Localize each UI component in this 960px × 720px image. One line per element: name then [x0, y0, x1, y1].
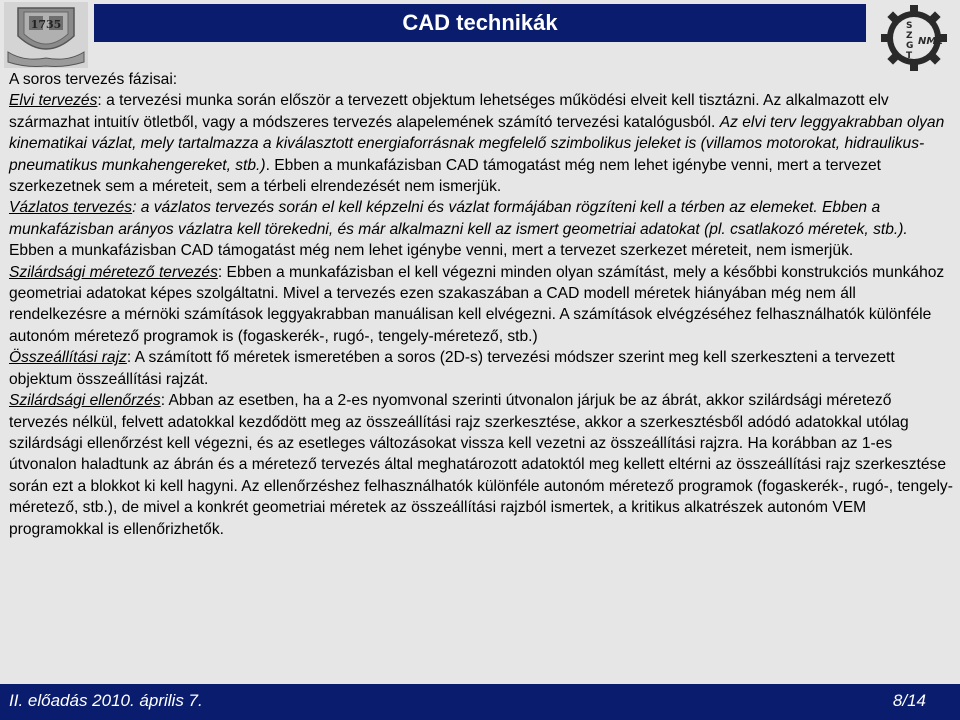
intro-line: A soros tervezés fázisai: — [9, 71, 178, 88]
gear-logo — [876, 2, 956, 72]
gear-logo-letter-s: S — [906, 21, 913, 31]
title-bar — [94, 4, 866, 42]
gear-logo-letter-t: T — [906, 51, 913, 61]
page-title: CAD technikák — [402, 10, 558, 35]
term-elvi-tervezes: Elvi tervezés — [9, 92, 98, 110]
seal-year: 1735 — [30, 18, 62, 31]
university-seal-logo — [4, 2, 88, 68]
text-span: : Abban az esetben, ha a 2-es nyomvonal szerinti útvonalon járjuk be az ábrát, akkor szilárdsági méretező tervezés nélkül, felvett adatokkal kezdődött meg az összeállítási rajz szerkesztése, akkor a szerkesztésből adódó adatokkal utólag szilárdsági ellenőrzést kell végezni, és az esetleges változásokat vissza kell vezetni az összeállítási rajzra. Ha korábban az 1-es útvonalon haladtunk az ábrán és a méretező tervezés által meghatározott adatoktól meg kellett eltérni az összeállítási rajz szerkesztése során ezt a blokkot ki kell hagyni. Az ellenőrzéshez felhasználhatók különféle autonóm méretező programok (fogaskerék-, rugó-, tengely-méretező, stb.), de mivel a konkrét geometriai méretek az összeállítási rajzból ismertek, a kritikus alkatrészek autonóm VEM programokkal is ellenőrizhetők. — [9, 392, 953, 538]
text-span-italic: Az elvi terv leggyakrabban olyan kinematikai vázlat, mely tartalmazza a kiválasztott energiaforrásnak megfelelő szimbolikus jeleket is (villamos motorokat, hidraulikus- pneumatikus munkahengereket, stb.) — [9, 113, 945, 174]
term-vazlatos-tervezes: Vázlatos tervezés — [9, 199, 133, 217]
paragraph-szilardsagi-meretezo — [9, 262, 954, 348]
text-span-italic: : a vázlatos tervezés során el kell képzelni és vázlat formájában rögzíteni kell a térben az elemeket. Ebben a munkafázisban arányos vázlatra kell törekedni, és már alkalmazni kell az ismert geometriai adatokat (pl. csatlakozó méretek, stb.). — [9, 199, 908, 238]
gear-logo-badge: NME — [918, 36, 944, 47]
text-span: : Ebben a munkafázisban el kell végezni minden olyan számítást, mely a későbbi konstrukciós munkához geometriai adatokat képes szolgáltatni. Mivel a tervezés ezen szakaszában a CAD modell méretek hiányában még nem áll rendelkezésre a mérnöki számítások leggyakrabban manuálisan kell elvégezni. A számítások elvégzéséhez felhasználhatók különféle autonóm méretező programok is (fogaskerék-, rugó-, tengely-méretező, stb.) — [9, 263, 945, 345]
gear-logo-letter-z: Z — [906, 31, 913, 41]
paragraph-szilardsagi-ellenorzes — [9, 390, 954, 540]
footer-bar — [0, 684, 960, 720]
page-number: 8/14 — [892, 691, 926, 710]
paragraph-osszeallitasi-rajz — [9, 347, 954, 390]
paragraph-elvi-tervezes — [9, 90, 954, 197]
text-span: : a tervezési munka során először a tervezett objektum lehetséges működési elveit kell tisztázni. Az alkalmazott elv származhat intuitív ötletből, vagy a módszeres tervezés alapelemének számító tervezési katalógusból. — [9, 92, 889, 131]
text-span: : A számított fő méretek ismeretében a soros (2D-s) tervezési módszer szerint meg kell szerkeszteni a tervezett objektum összeállítási rajzát. — [9, 349, 895, 388]
term-osszeallitasi-rajz: Összeállítási rajz — [9, 349, 127, 367]
term-szilardsagi-ellenorzes: Szilárdsági ellenőrzés — [9, 392, 161, 410]
text-span: . Ebben a munkafázisban CAD támogatást még nem lehet igénybe venni, mert a tervezet szerkezetnek sem a méreteit, sem a térbeli elrendezését nem ismerjük. — [9, 156, 881, 196]
gear-logo-letter-g: G — [906, 41, 914, 51]
text-span: Ebben a munkafázisban CAD támogatást még nem lehet igénybe venni, mert a tervezet szerkezet méreteit, nem ismerjük. — [9, 242, 854, 260]
paragraph-vazlatos-tervezes — [9, 197, 954, 261]
footer-lecture-date: II. előadás 2010. április 7. — [9, 691, 203, 710]
term-szilardsagi-meretezo: Szilárdsági méretező tervezés — [9, 263, 218, 281]
content-body — [9, 69, 954, 540]
